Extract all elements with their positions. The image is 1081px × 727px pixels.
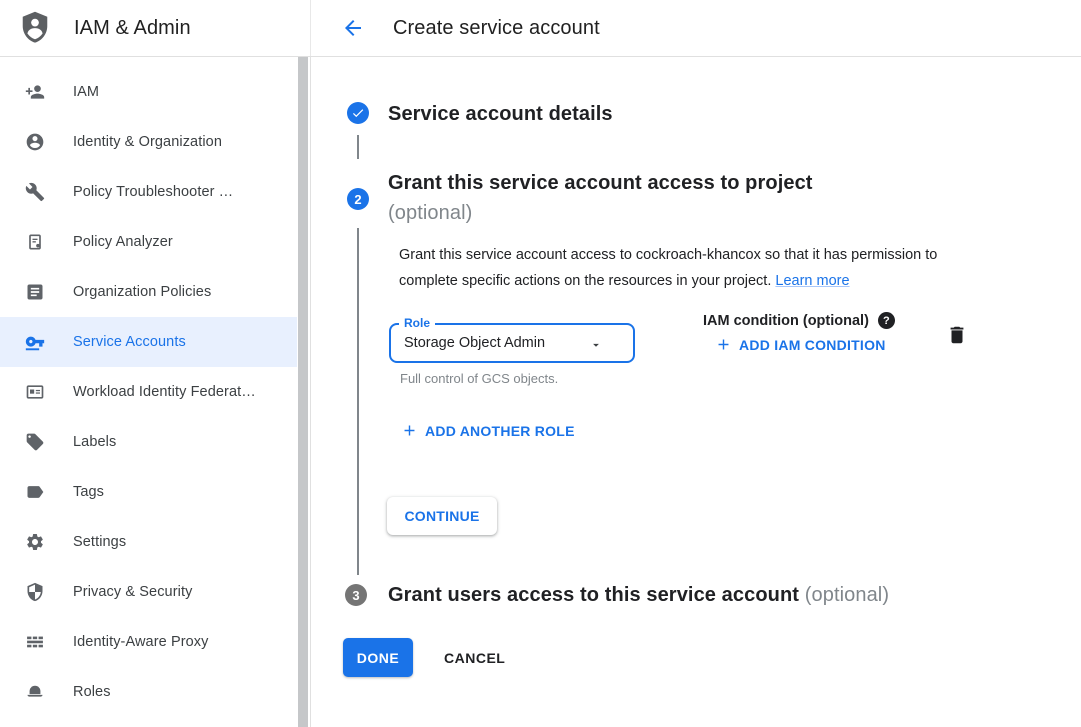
sidebar-item-workload-identity-federat[interactable] <box>0 367 310 417</box>
iam-condition-label: IAM condition (optional) ? <box>703 312 895 329</box>
step1-completed-check-icon <box>347 102 369 124</box>
sidebar-item-settings[interactable] <box>0 517 310 567</box>
scrollbar-thumb[interactable] <box>298 57 308 727</box>
sidebar-item-policy-troubleshooter[interactable] <box>0 167 310 217</box>
policy-analyzer-icon <box>24 231 46 253</box>
plus-icon <box>401 422 418 439</box>
sidebar-item-service-accounts[interactable] <box>0 317 310 367</box>
role-field-label: Role <box>399 316 435 330</box>
step2-title: Grant this service account access to project (optional) <box>388 169 813 230</box>
service-account-key-icon <box>24 331 46 353</box>
sidebar-item-labels[interactable] <box>0 417 310 467</box>
proxy-stripes-icon <box>24 631 46 653</box>
sidebar-item-tags[interactable] <box>0 467 310 517</box>
document-lines-icon <box>24 281 46 303</box>
sidebar-item-label: Organization Policies <box>73 284 212 300</box>
sidebar-item-roles[interactable] <box>0 667 310 717</box>
person-circle-icon <box>24 131 46 153</box>
step2-section-line <box>357 228 359 575</box>
role-selected-value: Storage Object Admin <box>404 335 546 351</box>
sidebar-item-label: Service Accounts <box>73 334 186 350</box>
sidebar-item-label: Workload Identity Federat… <box>73 384 256 400</box>
security-shield-icon <box>24 581 46 603</box>
sidebar-item-label: Identity & Organization <box>73 134 222 150</box>
cancel-button[interactable]: CANCEL <box>432 638 517 677</box>
wrench-icon <box>24 181 46 203</box>
sidebar-item-label: Policy Troubleshooter … <box>73 184 234 200</box>
top-bar <box>0 0 1081 57</box>
page-header <box>311 0 1081 56</box>
step2-indicator <box>347 188 369 210</box>
role-helper-text: Full control of GCS objects. <box>400 371 559 386</box>
tag-arrow-icon <box>24 481 46 503</box>
sidebar-item-label: Labels <box>73 434 117 450</box>
step2-optional-label: (optional) <box>388 202 473 224</box>
sidebar-item-label: Policy Analyzer <box>73 234 173 250</box>
badge-card-icon <box>24 381 46 403</box>
step-connector-line <box>357 135 359 159</box>
step3-number: 3 <box>352 587 360 603</box>
sidebar-item-policy-analyzer[interactable] <box>0 217 310 267</box>
person-add-icon <box>24 81 46 103</box>
gear-icon <box>24 531 46 553</box>
sidebar-items <box>0 67 310 717</box>
sidebar-scrollbar[interactable] <box>297 57 310 727</box>
sidebar-item-label: Settings <box>73 534 127 550</box>
sidebar-item-iam[interactable] <box>0 67 310 117</box>
sidebar-item-label: Identity-Aware Proxy <box>73 634 209 650</box>
main-content <box>311 57 1081 727</box>
add-iam-condition-button[interactable]: ADD IAM CONDITION <box>715 336 886 353</box>
sidebar-item-label: IAM <box>73 84 100 100</box>
help-icon[interactable]: ? <box>878 312 895 329</box>
sidebar-item-privacy-security[interactable] <box>0 567 310 617</box>
sidebar-item-organization-policies[interactable] <box>0 267 310 317</box>
sidebar-nav <box>0 57 311 727</box>
step2-number: 2 <box>354 191 362 207</box>
sidebar-item-label: Roles <box>73 684 111 700</box>
sidebar-header <box>0 0 311 56</box>
done-button[interactable]: DONE <box>343 638 413 677</box>
back-arrow-icon[interactable] <box>337 12 369 44</box>
continue-button[interactable]: CONTINUE <box>387 497 497 535</box>
iam-admin-shield-logo <box>19 10 51 46</box>
role-select[interactable] <box>389 316 635 363</box>
sidebar-item-identity-aware-proxy[interactable] <box>0 617 310 667</box>
plus-icon <box>715 336 732 353</box>
sidebar-item-label: Tags <box>73 484 105 500</box>
page-title: Create service account <box>393 16 600 39</box>
learn-more-link[interactable]: Learn more <box>775 273 850 289</box>
add-another-role-button[interactable]: ADD ANOTHER ROLE <box>401 422 575 439</box>
app-title: IAM & Admin <box>74 16 191 39</box>
step3-indicator <box>345 584 367 606</box>
step1-title: Service account details <box>388 103 613 125</box>
hat-icon <box>24 681 46 703</box>
dropdown-caret-icon <box>589 338 603 352</box>
grant-access-description: Grant this service account access to cockroach-khancox so that it has permission to complete specific actions on the resources in your project. Learn more <box>399 247 938 289</box>
step3-title: Grant users access to this service account (optional) <box>388 584 890 606</box>
delete-role-button[interactable] <box>945 324 969 348</box>
label-tag-icon <box>24 431 46 453</box>
sidebar-item-identity-organization[interactable] <box>0 117 310 167</box>
step3-optional-label: (optional) <box>804 584 890 606</box>
sidebar-item-label: Privacy & Security <box>73 584 193 600</box>
